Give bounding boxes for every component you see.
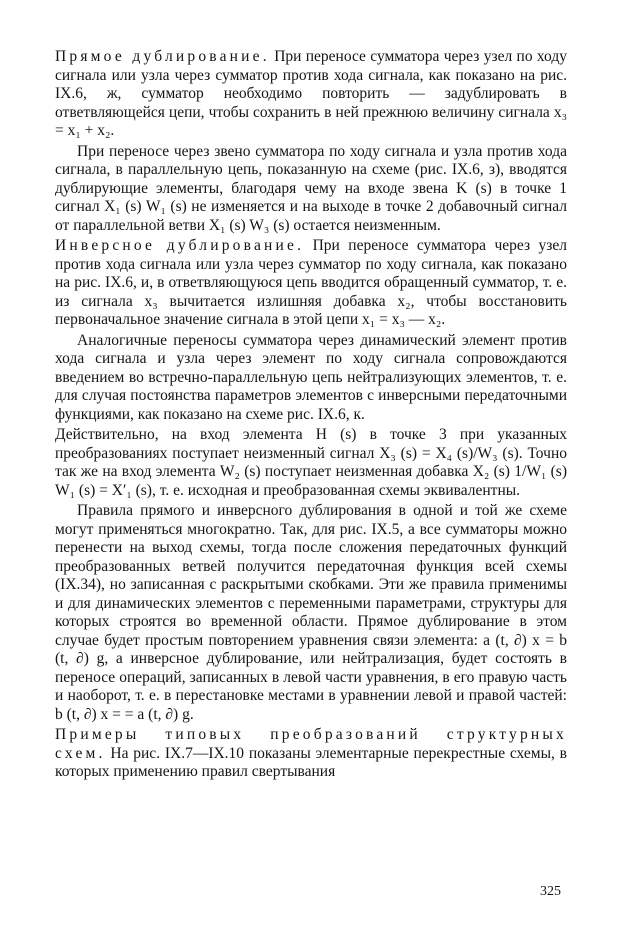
- heading-direct-duplication: Прямое дублирование.: [55, 48, 270, 65]
- paragraph-duplication-rules: [55, 502, 567, 724]
- heading-typical-transformations: Примеры типовых преобразований структурных схем.: [55, 726, 567, 762]
- paragraph-text: На рис. IX.7—IX.10 показаны элементарные перекрестные схемы, в которых применению правил свертывания: [55, 744, 567, 780]
- paragraph-text: Действительно, на вход элемента H (s) в точке 3 при указанных преобразованиях поступает неизменный сигнал X₃ (s) = X₄ (s)/W₃ (s). Точно так же на вход элемента W₂ (s) поступает неизменная добавка X₂ (s) 1/W₁ (s) W₁ (s) = X′₁ (s), т. е. исходная и преобразованная схемы эквивалентны.: [55, 426, 567, 499]
- text-body: [55, 48, 567, 782]
- heading-inverse-duplication: Инверсное дублирование.: [55, 237, 305, 254]
- paragraph-inverse-duplication: [55, 237, 567, 330]
- paragraph-text: При переносе сумматора через узел против хода сигнала или узла через сумматор по ходу сигнала, как показано на рис. IX.6, и, в ответвляющуюся цепь вводится обращенный сумматор, т. е. из сигнала x₃ вычитается излишняя добавка x₂, чтобы восстановить первоначальное значение сигнала в этой цепи x₁ = x₃ — x₂.: [55, 237, 568, 328]
- paragraph-text: При переносе сумматора через узел по ходу сигнала или узла через сумматор против хода сигнала, как показано на рис. IX.6, ж, сумматор необходимо повторить — задублировать в ответвляющейся цепи, чтобы сохранить в ней прежнюю величину сигнала x₃ = x₁ + x₂.: [55, 48, 567, 139]
- paragraph-text: Аналогичные переносы сумматора через динамический элемент против хода сигнала и узла через элемент по ходу сигнала сопровождаются введением во встречно-параллельную цепь нейтрализующих элементов, т. е. для случая постоянства параметров элементов с инверсными передаточными функциями, как показано на схеме рис. IX.6, к.: [55, 331, 567, 423]
- paragraph-indeed: [55, 426, 567, 500]
- paragraph-parallel-chain: [55, 143, 567, 236]
- paragraph-analogous-transfers: [55, 332, 567, 425]
- paragraph-text: Правила прямого и инверсного дублирования в одной и той же схеме могут применяться многократно. Так, для рис. IX.5, а все сумматоры можно перенести на выход схемы, тогда после сложения передаточных функций преобразованных ветвей получится передаточная функция всей схемы (IX.34), но записанная с раскрытыми скобками. Эти же правила применимы и для динамических элементов с переменными параметрами, структуры для которых строятся во временной области. Прямое дублирование в этом случае будет простым повторением уравнения связи элемента: a (t, ∂) x = b (t, ∂) g, а инверсное дублирование, или нейтрализация, будет состоять в переносе операций, записанных в левой части уравнения, в его правую часть и наоборот, т. е. в перестановке местами в уравнении левой и правой частей: b (t, ∂) x = = a (t, ∂) g.: [55, 502, 567, 723]
- paragraph-typical-transformations: [55, 726, 567, 782]
- paragraph-direct-duplication: [55, 48, 567, 141]
- paragraph-text: При переносе через звено сумматора по ходу сигнала и узла против хода сигнала, в параллельную цепь, показанную на схеме (рис. IX.6, з), вводятся дублирующие элементы, благодаря чему на входе звена K (s) в точке 1 сигнал X₁ (s) W₁ (s) не изменяется и на выходе в точке 2 добавочный сигнал от параллельной ветви X₁ (s) W₃ (s) остается неизменным.: [55, 142, 567, 234]
- page-number: 325: [540, 884, 561, 899]
